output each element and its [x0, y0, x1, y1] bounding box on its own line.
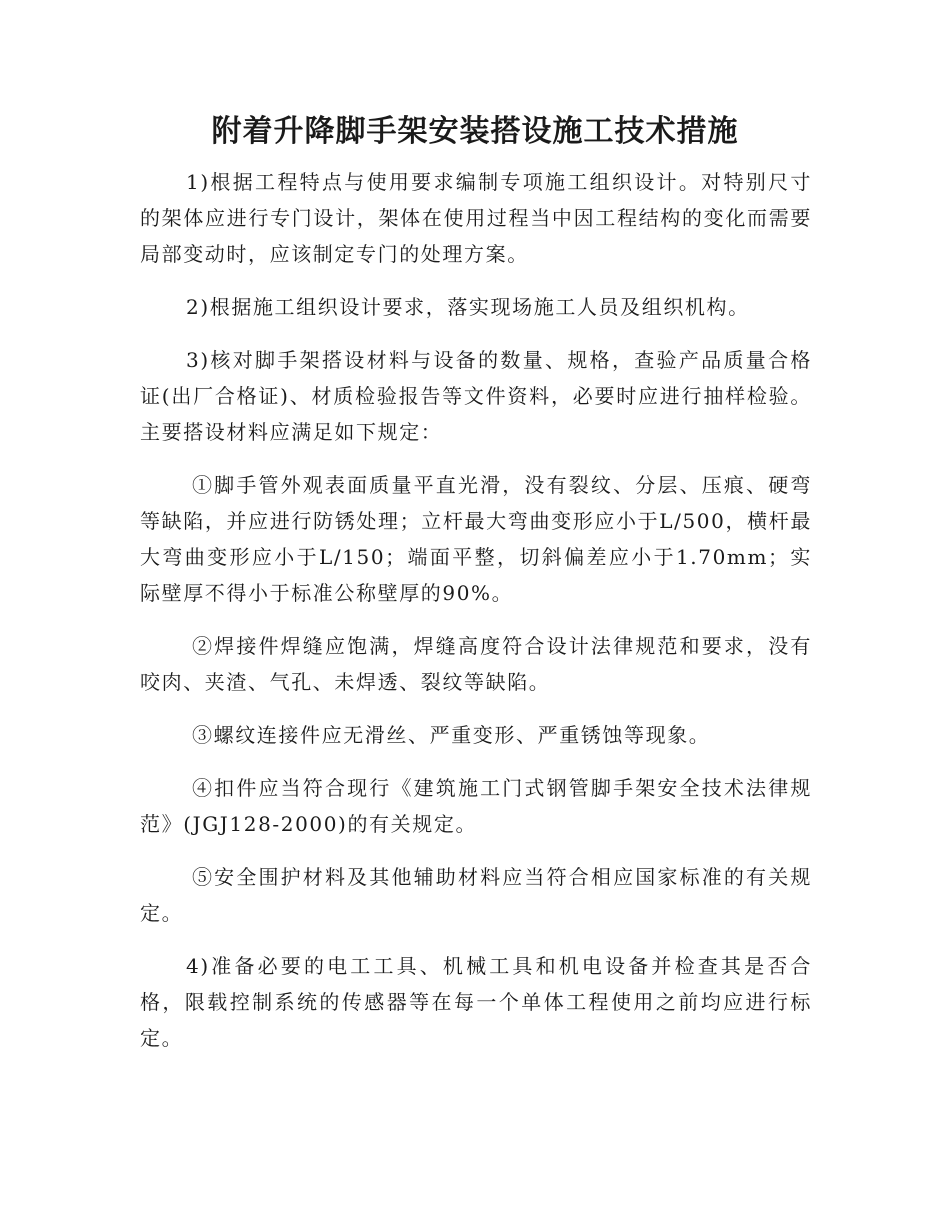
paragraph-item-5: ⑤安全围护材料及其他辅助材料应当符合相应国家标准的有关规定。	[140, 865, 812, 925]
paragraph-item-4: ④扣件应当符合现行《建筑施工门式钢管脚手架安全技术法律规范》(JGJ128-2000)的有关规定。	[140, 776, 812, 836]
paragraph-step-3: 3)核对脚手架搭设材料与设备的数量、规格，查验产品质量合格证(出厂合格证)、材质检验报告等文件资料，必要时应进行抽样检验。主要搭设材料应满足如下规定：	[140, 348, 812, 444]
paragraph-item-2: ②焊接件焊缝应饱满，焊缝高度符合设计法律规范和要求，没有咬肉、夹渣、气孔、未焊透、裂纹等缺陷。	[140, 634, 812, 694]
paragraph-step-2: 2)根据施工组织设计要求，落实现场施工人员及组织机构。	[186, 295, 750, 319]
document-title: 附着升降脚手架安装搭设施工技术措施	[211, 114, 739, 149]
document-body	[140, 164, 812, 1073]
paragraph-item-3: ③螺纹连接件应无滑丝、严重变形、严重锈蚀等现象。	[192, 723, 711, 747]
paragraph-step-4: 4)准备必要的电工工具、机械工具和机电设备并检查其是否合格，限载控制系统的传感器等在每一个单体工程使用之前均应进行标定。	[140, 954, 812, 1050]
paragraph-item-1: ①脚手管外观表面质量平直光滑，没有裂纹、分层、压痕、硬弯等缺陷，并应进行防锈处理；立杆最大弯曲变形应小于L/500，横杆最大弯曲变形应小于L/150；端面平整，切斜偏差应小于1.70mm；实际壁厚不得小于标准公称壁厚的90%。	[140, 473, 812, 605]
paragraph-step-1: 1)根据工程特点与使用要求编制专项施工组织设计。对特别尺寸的架体应进行专门设计，架体在使用过程当中因工程结构的变化而需要局部变动时，应该制定专门的处理方案。	[140, 170, 812, 266]
